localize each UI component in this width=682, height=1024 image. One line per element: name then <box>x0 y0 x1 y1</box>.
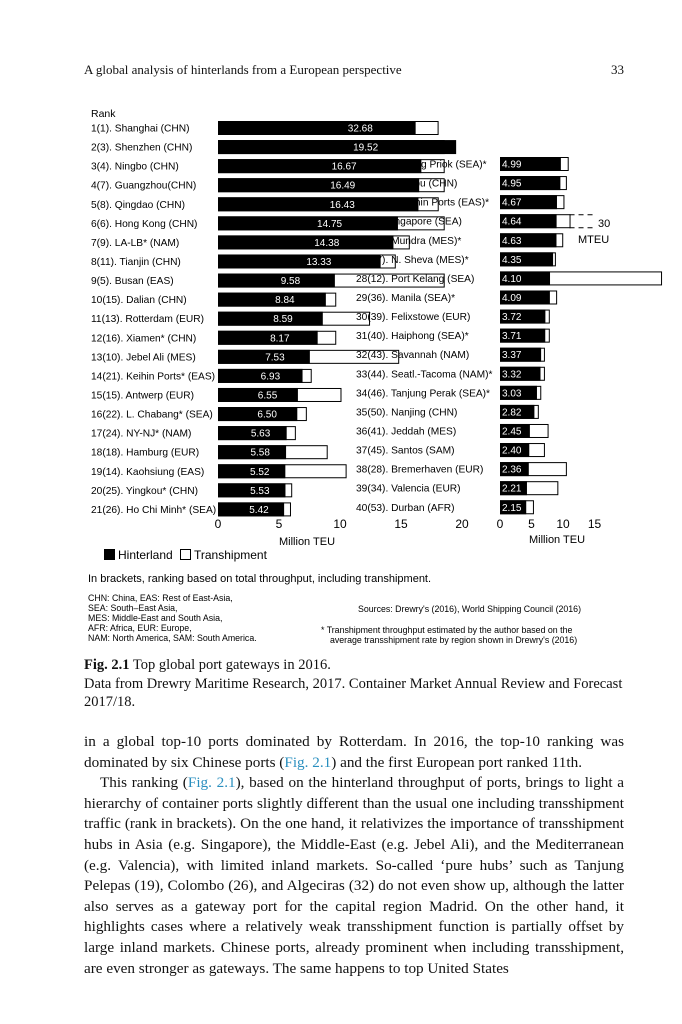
port-label: 17(24). NY-NJ* (NAM) <box>91 428 192 440</box>
port-label: 27(37). N. Sheva (MES)* <box>356 254 469 266</box>
legend-hinterland-swatch <box>104 549 115 560</box>
bar-value-label: 4.35 <box>502 254 522 266</box>
bar-value-label: 4.99 <box>502 159 522 171</box>
port-label: 9(5). Busan (EAS) <box>91 276 174 288</box>
paragraph-1-text-b: ) and the first European port ranked 11th. <box>331 753 583 771</box>
port-label: 38(28). Bremerhaven (EUR) <box>356 464 484 476</box>
port-label: 5(8). Qingdao (CHN) <box>91 199 185 211</box>
port-label: 32(43). Savannah (NAM) <box>356 350 470 362</box>
x-tick-label: 15 <box>394 517 408 531</box>
bar-value-label: 2.36 <box>502 464 522 476</box>
port-label: 18(18). Hamburg (EUR) <box>91 447 200 459</box>
port-label: 4(7). Guangzhou(CHN) <box>91 180 197 192</box>
bar-value-label: 8.17 <box>270 333 290 345</box>
bar-hinterland <box>218 331 318 345</box>
port-label: 34(46). Tanjung Perak (SEA)* <box>356 388 491 400</box>
abbrev-line-3: MES: Middle-East and South Asia, <box>88 613 223 623</box>
bar-value-label: 9.58 <box>280 276 301 288</box>
figure-caption <box>84 656 624 712</box>
bar-value-label: 5.42 <box>249 504 269 516</box>
footnote-line-2: average transshipment rate by region shown in Drewry's (2016) <box>330 635 578 645</box>
bar-value-label: 2.82 <box>502 407 522 419</box>
port-label: 8(11). Tianjin (CHN) <box>91 256 181 268</box>
x-tick-label: 15 <box>587 517 602 531</box>
bar-value-label: 8.84 <box>275 295 295 307</box>
bar-value-label: 4.64 <box>502 216 522 228</box>
port-label: 15(15). Antwerp (EUR) <box>91 390 195 402</box>
bar-hinterland <box>218 121 416 135</box>
port-label: 37(45). Santos (SAM) <box>356 445 455 457</box>
running-head-title: A global analysis of hinterlands from a European perspective <box>84 62 402 77</box>
port-label: 36(41). Jeddah (MES) <box>356 426 457 438</box>
bar-value-label: 16.67 <box>331 161 357 173</box>
bar-hinterland <box>218 293 326 307</box>
abbrev-line-2: SEA: South–East Asia, <box>88 603 178 613</box>
port-label: 2(3). Shenzhen (CHN) <box>91 142 193 154</box>
x-tick-label: 5 <box>528 517 535 531</box>
port-label: 13(10). Jebel Ali (MES) <box>91 352 196 364</box>
break-label-unit: MTEU <box>578 234 610 246</box>
port-label: 25(2). Singapore (SEA) <box>356 216 462 228</box>
port-label: 1(1). Shanghai (CHN) <box>91 123 190 135</box>
paragraph-2-text-a: This ranking ( <box>100 774 188 792</box>
paragraph-2-text-b: ), based on the hinterland throughput of ports, brings to light a hierarchy of container ports slightly different than the usual one including transshipment traffic (rank in brackets). On the one hand, it relativizes the importance of transshipment hubs in Asia (e.g. Singapore), the Middle-East (e.g. Jebel Ali), and the Mediterranean (e.g. Valencia), with limited inland markets. So-called ‘pure hubs’ such as Tanjung Pelepas (19), Colombo (26), and Algeciras (32) do not even show up, although the latter also serves as a gateway port for the capital region Madrid. On the other hand, it highlights cases where a relatively weak transshipment function is partially offset by large inland markets. Chinese ports, already prominent when including transshipment, are even stronger as gateways. The same happens to top United States <box>84 774 624 977</box>
abbrev-line-1: CHN: China, EAS: Rest of East-Asia, <box>88 593 233 603</box>
port-label: 29(36). Manila (SEA)* <box>356 292 456 304</box>
port-label: 23(29). Suzhou (CHN) <box>356 178 458 190</box>
bar-value-label: 3.71 <box>502 331 522 343</box>
port-label: 16(22). L. Chabang* (SEA) <box>91 409 213 421</box>
bar-value-label: 5.53 <box>250 485 270 497</box>
port-label: 19(14). Kaohsiung (EAS) <box>91 466 205 478</box>
port-label: 3(4). Ningbo (CHN) <box>91 161 179 173</box>
bar-hinterland <box>218 274 335 288</box>
port-label: 10(15). Dalian (CHN) <box>91 295 187 307</box>
bar-value-label: 16.43 <box>329 199 355 211</box>
bar-value-label: 16.49 <box>330 180 356 192</box>
bar-value-label: 6.93 <box>260 371 281 383</box>
bar-value-label: 2.15 <box>502 502 522 514</box>
right-axis-label: Million TEU <box>529 534 586 546</box>
bar-value-label: 7.53 <box>265 352 285 364</box>
bar-value-label: 6.55 <box>257 390 278 402</box>
x-tick-label: 5 <box>275 517 283 531</box>
bar-value-label: 3.32 <box>502 369 522 381</box>
bar-value-label: 4.67 <box>502 197 522 209</box>
x-tick-label: 10 <box>333 517 347 531</box>
paragraph-1 <box>84 732 624 773</box>
port-label: 33(44). Seatl.-Tacoma (NAM)* <box>356 369 493 381</box>
bar-value-label: 13.33 <box>306 256 332 268</box>
x-tick-label: 0 <box>496 517 504 531</box>
caption-source: Data from Drewry Maritime Research, 2017. Container Market Annual Review and Forecast 2017/18. <box>84 675 623 710</box>
bar-value-label: 4.63 <box>502 235 522 247</box>
caption-title: Top global port gateways in 2016. <box>132 657 331 673</box>
bar-hinterland <box>218 140 456 154</box>
bar-value-label: 4.95 <box>502 178 522 190</box>
caption-label: Fig. 2.1 <box>84 657 130 673</box>
bracket-note: In brackets, ranking based on total throughput, including transhipment. <box>88 573 432 585</box>
bar-hinterland <box>218 312 323 326</box>
page-number: 33 <box>611 62 624 77</box>
bar-value-label: 5.52 <box>250 466 270 478</box>
port-label: 28(12). Port Kelang (SEA) <box>356 273 475 285</box>
port-label: 6(6). Hong Kong (CHN) <box>91 218 198 230</box>
legend-transhipment-label: Transhipment <box>194 548 267 562</box>
port-label: 7(9). LA-LB* (NAM) <box>91 237 180 249</box>
port-label: 11(13). Rotterdam (EUR) <box>91 314 205 326</box>
x-tick-label: 0 <box>214 517 222 531</box>
paragraph-2 <box>84 773 624 979</box>
port-label: 26(32). Mundra (MES)* <box>356 235 462 247</box>
bar-value-label: 2.45 <box>502 426 522 438</box>
x-tick-label: 20 <box>455 517 469 531</box>
left-axis-label: Million TEU <box>279 536 336 548</box>
bar-value-label: 5.58 <box>250 447 270 459</box>
bar-value-label: 3.37 <box>502 350 522 362</box>
bar-value-label: 2.21 <box>502 483 522 495</box>
port-label: 14(21). Keihin Ports* (EAS) <box>91 371 216 383</box>
bar-value-label: 19.52 <box>353 142 379 154</box>
port-label: 39(34). Valencia (EUR) <box>356 483 461 495</box>
legend-transhipment-swatch <box>181 550 191 560</box>
bar-value-label: 8.59 <box>273 314 293 326</box>
port-label: 35(50). Nanjing (CHN) <box>356 407 458 419</box>
bar-value-label: 32.68 <box>347 123 373 135</box>
port-label: 40(53). Durban (AFR) <box>356 502 455 514</box>
sources-note: Sources: Drewry's (2016), World Shipping Council (2016) <box>358 604 582 614</box>
bar-value-label: 14.38 <box>314 237 340 249</box>
bar-value-label: 4.10 <box>502 273 522 285</box>
bar-value-label: 2.40 <box>502 445 522 457</box>
bar-value-label: 3.03 <box>502 388 522 400</box>
port-label: 31(40). Haiphong (SEA)* <box>356 331 469 343</box>
abbrev-line-4: AFR: Africa, EUR: Europe, <box>88 623 192 633</box>
x-tick-label: 10 <box>556 517 570 531</box>
rank-heading: Rank <box>91 108 116 120</box>
port-label: 25(30). Hanshin Ports (EAS)* <box>356 197 490 209</box>
port-label: 22(31). Tanjung Priok (SEA)* <box>356 159 487 171</box>
break-label-value: 30 <box>598 218 611 230</box>
bar-value-label: 3.72 <box>502 312 522 324</box>
abbrev-line-5: NAM: North America, SAM: South America. <box>88 633 257 643</box>
port-label: 12(16). Xiamen* (CHN) <box>91 333 197 345</box>
bar-value-label: 6.50 <box>257 409 277 421</box>
port-label: 30(39). Felixstowe (EUR) <box>356 312 471 324</box>
body-text <box>84 732 624 979</box>
bar-hinterland <box>218 350 310 364</box>
paragraph-1-text-a: in a global top-10 ports dominated by Rotterdam. In 2016, the top-10 ranking was dominated by six Chinese ports ( <box>84 733 624 771</box>
figure-link-1[interactable]: Fig. 2.1 <box>284 753 332 771</box>
port-label: 21(26). Ho Chi Minh* (SEA) <box>91 504 217 516</box>
bar-value-label: 5.63 <box>250 428 271 440</box>
port-label: 20(25). Yingkou* (CHN) <box>91 485 199 497</box>
legend-hinterland-label: Hinterland <box>118 548 173 562</box>
bar-value-label: 14.75 <box>317 218 343 230</box>
bar-value-label: 4.09 <box>502 292 522 304</box>
footnote-line-1: * Transhipment throughput estimated by the author based on the <box>321 625 573 635</box>
figure-link-2[interactable]: Fig. 2.1 <box>187 774 236 792</box>
